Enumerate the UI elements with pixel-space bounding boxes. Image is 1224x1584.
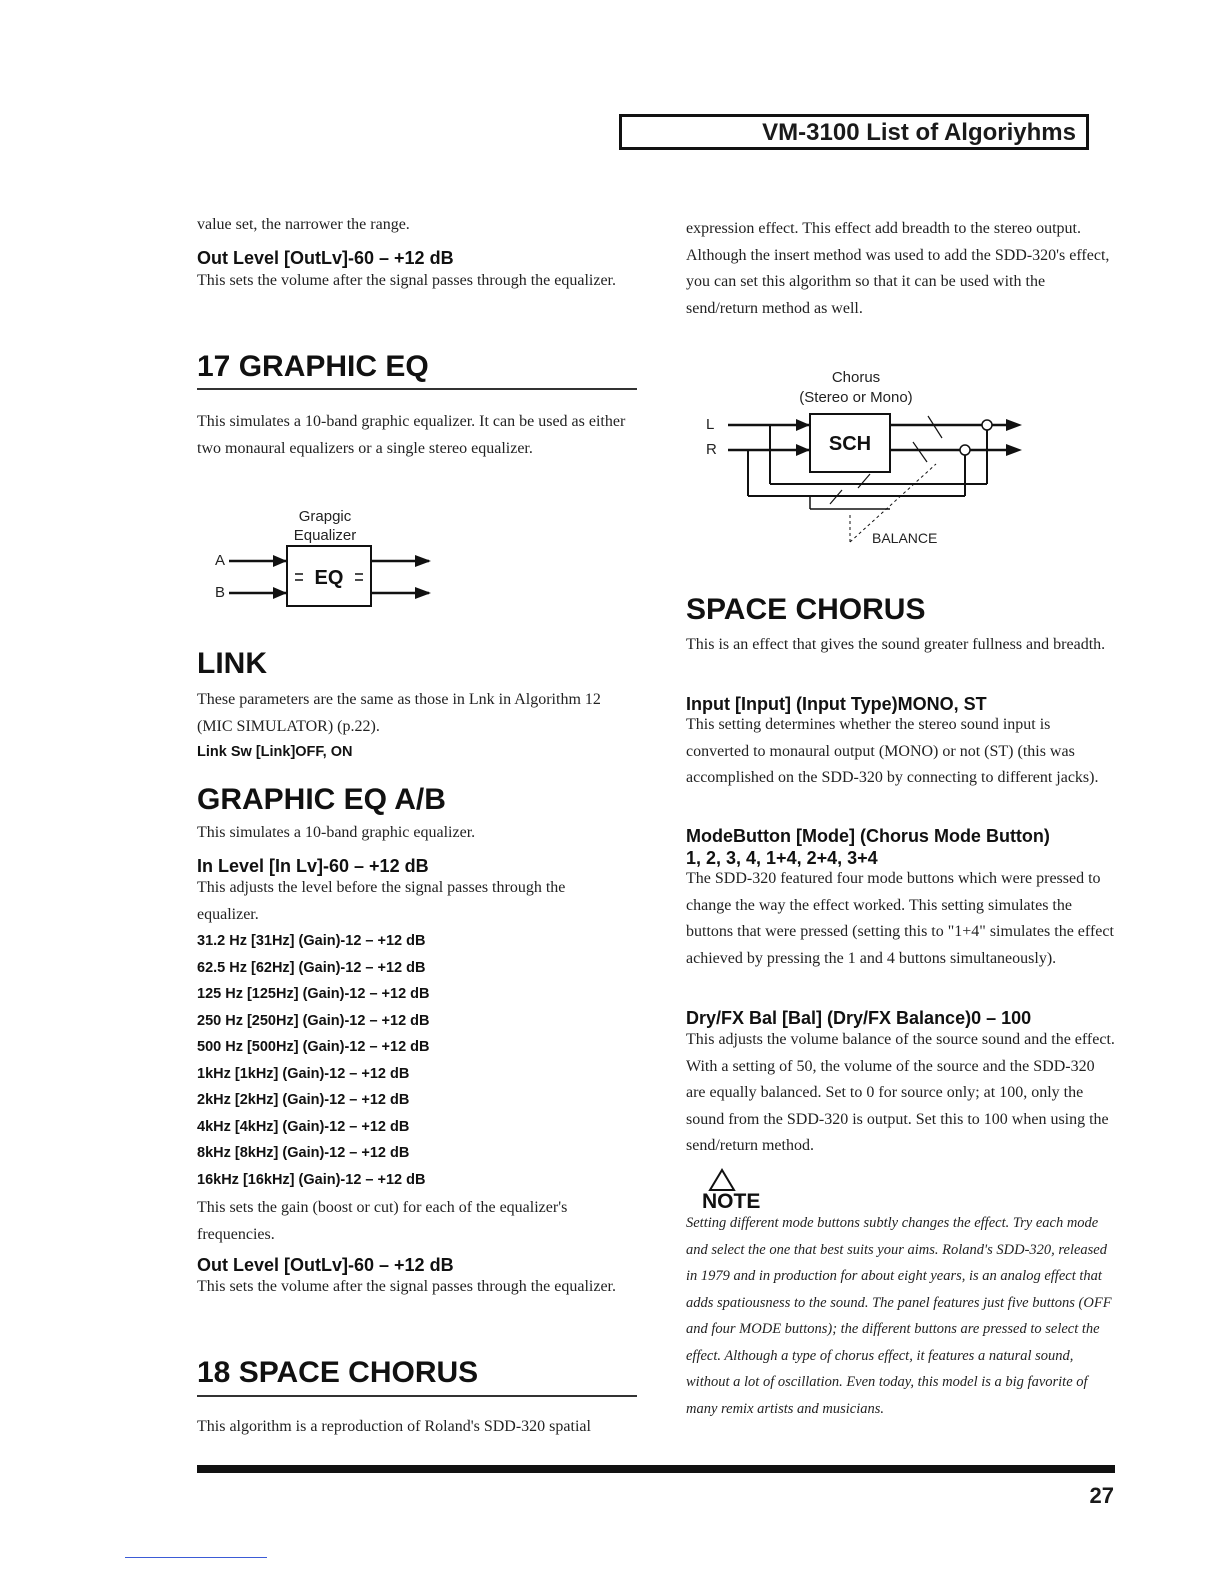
running-header — [619, 114, 1089, 150]
chorus-input-r-label: R — [706, 441, 717, 458]
band-2khz: 2kHz [2kHz] (Gain)-12 – +12 dB — [197, 1092, 410, 1108]
bands-desc: This sets the gain (boost or cut) for each of the equalizer's frequencies. — [197, 1199, 568, 1243]
band-4khz: 4kHz [4kHz] (Gain)-12 – +12 dB — [197, 1119, 410, 1135]
space-chorus-heading: SPACE CHORUS — [686, 593, 926, 626]
out-level-2-desc: This sets the volume after the signal passes through the equalizer. — [197, 1278, 616, 1295]
footer-rule — [197, 1465, 1115, 1473]
input-type-desc: This setting determines whether the stereo sound input is converted to monaural output (MONO) or not (ST) (this was accomplished on the SDD-320 by connecting to different jacks). — [686, 716, 1099, 786]
space-chorus-desc: This is an effect that gives the sound greater fullness and breadth. — [686, 636, 1106, 653]
section-17-desc: This simulates a 10-band graphic equalizer. It can be used as either two monaural equalizers or a single stereo equalizer. — [197, 413, 626, 457]
in-level-desc: This adjusts the level before the signal passes through the equalizer. — [197, 879, 566, 923]
out-level-title: Out Level [OutLv]-60 – +12 dB — [197, 248, 454, 268]
eq-diagram-label-2: Equalizer — [293, 527, 357, 544]
out-level-2-title: Out Level [OutLv]-60 – +12 dB — [197, 1255, 454, 1275]
eq-diagram-label-1: Grapgic — [298, 508, 352, 525]
balance-label: BALANCE — [872, 530, 938, 546]
band-8khz: 8kHz [8kHz] (Gain)-12 – +12 dB — [197, 1145, 410, 1161]
band-250hz: 250 Hz [250Hz] (Gain)-12 – +12 dB — [197, 1013, 430, 1029]
note-icon-label: NOTE — [702, 1190, 761, 1213]
note-icon — [700, 1168, 766, 1214]
out-level-desc: This sets the volume after the signal passes through the equalizer. — [197, 272, 616, 289]
band-16khz: 16kHz [16kHz] (Gain)-12 – +12 dB — [197, 1172, 426, 1188]
running-header-title: VM-3100 List of Algoriyhms — [762, 119, 1076, 146]
input-type-title: Input [Input] (Input Type)MONO, ST — [686, 694, 987, 714]
link-sw-param: Link Sw [Link]OFF, ON — [197, 744, 353, 760]
space-chorus-diagram — [700, 364, 1050, 554]
band-125hz: 125 Hz [125Hz] (Gain)-12 – +12 dB — [197, 986, 430, 1002]
band-31hz: 31.2 Hz [31Hz] (Gain)-12 – +12 dB — [197, 933, 426, 949]
chorus-diagram-label-1: Chorus — [831, 369, 881, 386]
chorus-input-l-label: L — [706, 416, 715, 433]
intro-continuation-right: expression effect. This effect add breadth to the stereo output. Although the insert method was used to add the SDD-320's effect, you can set this algorithm so that it can be used with the send/return method as well. — [686, 220, 1110, 317]
graphic-eq-ab-heading: GRAPHIC EQ A/B — [197, 783, 446, 816]
section-17-heading: 17 GRAPHIC EQ — [197, 350, 429, 383]
band-62hz: 62.5 Hz [62Hz] (Gain)-12 – +12 dB — [197, 960, 426, 976]
band-500hz: 500 Hz [500Hz] (Gain)-12 – +12 dB — [197, 1039, 430, 1055]
intro-continuation-left: value set, the narrower the range. — [197, 216, 410, 233]
dry-fx-bal-title: Dry/FX Bal [Bal] (Dry/FX Balance)0 – 100 — [686, 1008, 1032, 1028]
bottom-divider — [125, 1557, 267, 1558]
section-18-heading: 18 SPACE CHORUS — [197, 1356, 479, 1389]
mode-button-title: ModeButton [Mode] (Chorus Mode Button) — [686, 826, 1050, 846]
page-number: 27 — [1089, 1483, 1114, 1508]
chorus-diagram-label-2: (Stereo or Mono) — [799, 389, 913, 406]
mode-button-desc: The SDD-320 featured four mode buttons which were pressed to change the way the effect worked. This setting simulates the buttons that were pressed (setting this to "1+4" simulates the effect achieved by pressing the 1 and 4 buttons simultaneously). — [686, 870, 1114, 967]
link-heading: LINK — [197, 647, 267, 680]
mode-button-values: 1, 2, 3, 4, 1+4, 2+4, 3+4 — [686, 848, 878, 868]
section-18-desc: This algorithm is a reproduction of Roland's SDD-320 spatial — [197, 1418, 591, 1435]
graphic-eq-diagram — [207, 500, 447, 620]
sch-block-label: SCH — [828, 433, 872, 455]
in-level-title: In Level [In Lv]-60 – +12 dB — [197, 856, 429, 876]
note-text: Setting different mode buttons subtly changes the effect. Try each mode and select the one that best suits your aims. Roland's SDD-320, released in 1979 and in production for about eight years, is an analog effect that adds spatiousness to the sound. The panel features just five buttons (OFF and four MODE buttons); the different buttons are pressed to select the effect. Although a type of chorus effect, it features a natural sound, without a lot of oscillation. Even today, this model is a big favorite of many remix artists and musicians. — [686, 1215, 1112, 1417]
dry-fx-bal-desc: This adjusts the volume balance of the source sound and the effect. With a setting of 50, the volume of the source and the SDD-320 are equally balanced. Set to 0 for source only; at 100, only the sound from the SDD-320 is output. Set this to 100 when using the send/return method. — [686, 1031, 1115, 1154]
graphic-eq-ab-desc: This simulates a 10-band graphic equalizer. — [197, 824, 476, 841]
eq-input-a-label: A — [215, 552, 226, 569]
link-desc: These parameters are the same as those in Lnk in Algorithm 12 (MIC SIMULATOR) (p.22). — [197, 691, 601, 735]
section-18-rule — [197, 1395, 637, 1397]
eq-input-b-label: B — [215, 584, 226, 601]
section-17-rule — [197, 388, 637, 390]
band-1khz: 1kHz [1kHz] (Gain)-12 – +12 dB — [197, 1066, 410, 1082]
eq-block-label: EQ — [314, 567, 344, 589]
